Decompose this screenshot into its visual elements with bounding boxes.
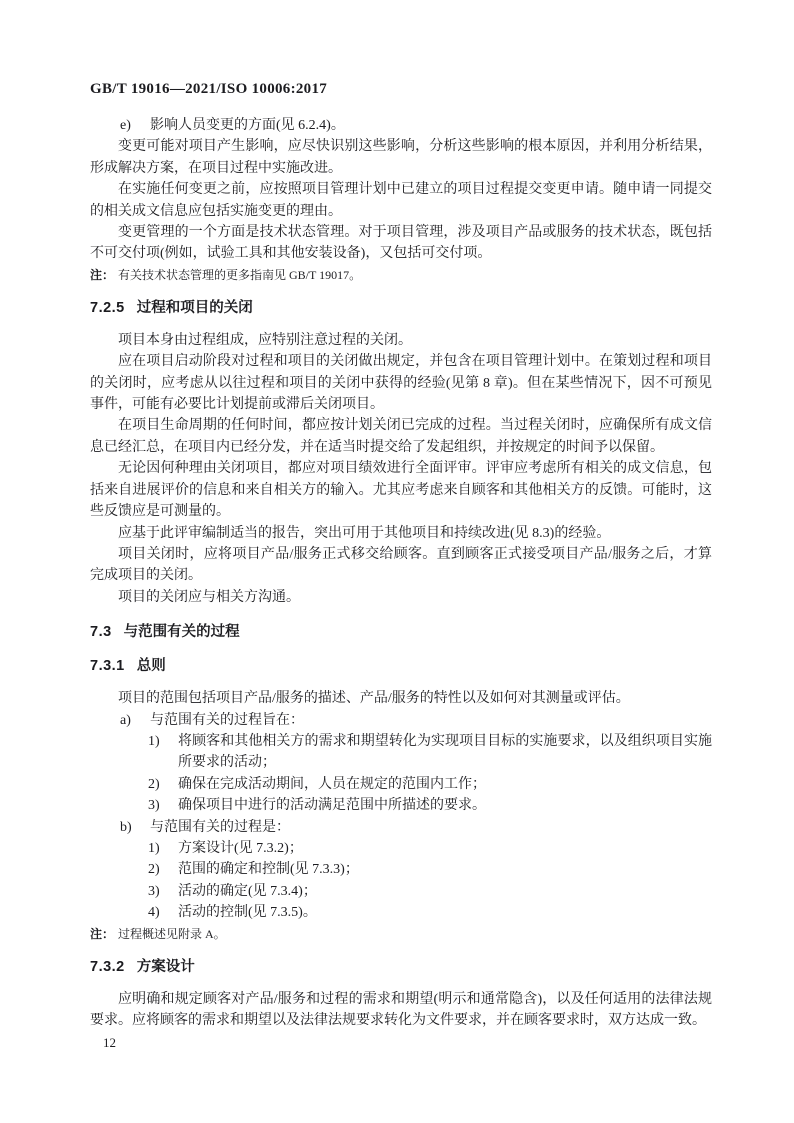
list-item-a xyxy=(90,710,712,731)
standard-code-header: GB/T 19016—2021/ISO 10006:2017 xyxy=(90,81,328,97)
list-item-b1 xyxy=(90,838,712,859)
paragraph: 项目关闭时，应将项目产品/服务正式移交给顾客。直到顾客正式接受项目产品/服务之后，才算完成项目的关闭。 xyxy=(90,546,712,584)
list-item-label: 4) xyxy=(148,905,160,921)
list-item-label: b) xyxy=(120,819,132,835)
list-item-b4 xyxy=(90,902,712,923)
list-item-text: 将顾客和其他相关方的需求和期望转化为实现项目目标的实施要求，以及组织项目实施所要求的活动； xyxy=(178,733,712,771)
section-heading-725 xyxy=(90,298,712,318)
section-heading-73 xyxy=(90,622,712,642)
paragraph: 变更可能对项目产生影响，应尽快识别这些影响，分析这些影响的根本原因，并利用分析结果，形成解决方案，在项目过程中实施改进。 xyxy=(90,139,712,176)
section-number: 7.3.1 xyxy=(90,658,125,675)
paragraph: 项目的范围包括项目产品/服务的描述、产品/服务的特性以及如何对其测量或评估。 xyxy=(118,691,630,707)
list-item-label: 3) xyxy=(148,883,160,899)
paragraph: 在项目生命周期的任何时间，都应按计划关闭已完成的过程。当过程关闭时，应确保所有成文信息已经汇总，在项目内已经分发，并在适当时提交给了发起组织，并按规定的时间予以保留。 xyxy=(90,418,712,455)
list-item-a1 xyxy=(90,731,712,774)
paragraph: 应明确和规定顾客对产品/服务和过程的需求和期望(明示和通常隐含)，以及任何适用的法律法规要求。应将顾客的需求和期望以及法律法规要求转化为文件要求，并在顾客要求时，双方达成一致。 xyxy=(90,991,712,1028)
section-number: 7.2.5 xyxy=(90,299,125,316)
note-label: 注： xyxy=(90,926,115,941)
paragraph: 无论因何种理由关闭项目，都应对项目绩效进行全面评审。评审应考虑所有相关的成文信息，包括来自进展评价的信息和来自相关方的输入。尤其应考虑来自顾客和其他相关方的反馈。可能时，这些反馈应是可测量的。 xyxy=(90,461,712,520)
section-number: 7.3.2 xyxy=(90,958,125,975)
list-item-label: e) xyxy=(120,118,131,133)
section-heading-731 xyxy=(90,656,712,676)
paragraph: 应在项目启动阶段对过程和项目的关闭做出规定，并包含在项目管理计划中。在策划过程和项目的关闭时，应考虑从以往过程和项目的关闭中获得的经验(见第 8 章)。但在某些情况下，因不可预见事件，可能有必要比计划提前或滞后关闭项目。 xyxy=(90,354,712,413)
list-item-text: 方案设计(见 7.3.2)； xyxy=(178,840,303,856)
note xyxy=(90,267,712,284)
list-item-b xyxy=(90,817,712,838)
paragraph: 项目的关闭应与相关方沟通。 xyxy=(118,589,300,605)
list-item-label: a) xyxy=(120,712,131,728)
list-item-e xyxy=(90,115,712,136)
paragraph: 变更管理的一个方面是技术状态管理。对于项目管理，涉及项目产品或服务的技术状态，既包括不可交付项(例如，试验工具和其他安装设备)，又包括可交付项。 xyxy=(90,225,712,262)
list-item-b2 xyxy=(90,859,712,880)
note-text: 有关技术状态管理的更多指南见 GB/T 19017。 xyxy=(118,267,362,282)
section-title: 与范围有关的过程 xyxy=(123,624,240,641)
section-title: 方案设计 xyxy=(136,958,195,975)
paragraph: 项目本身由过程组成，应特别注意过程的关闭。 xyxy=(118,332,412,348)
list-item-text: 与范围有关的过程是： xyxy=(150,819,290,835)
note-text: 过程概述见附录 A。 xyxy=(118,926,226,941)
list-item-label: 2) xyxy=(148,862,160,878)
list-item-label: 1) xyxy=(148,733,160,749)
list-item-a2 xyxy=(90,774,712,795)
list-item-b3 xyxy=(90,881,712,902)
list-item-text: 确保项目中进行的活动满足范围中所描述的要求。 xyxy=(178,798,486,814)
section-title: 总则 xyxy=(136,658,166,675)
list-item-text: 影响人员变更的方面(见 6.2.4)。 xyxy=(150,118,345,133)
list-item-text: 与范围有关的过程旨在： xyxy=(150,712,304,728)
list-item-label: 3) xyxy=(148,798,160,814)
page-content xyxy=(90,80,712,1052)
note xyxy=(90,926,712,943)
section-title: 过程和项目的关闭 xyxy=(136,299,253,316)
list-item-label: 2) xyxy=(148,776,160,792)
list-item-text: 活动的确定(见 7.3.4)； xyxy=(178,883,317,899)
note-label: 注： xyxy=(90,267,115,282)
list-item-a3 xyxy=(90,795,712,816)
list-item-text: 确保在完成活动期间，人员在规定的范围内工作； xyxy=(178,776,486,792)
paragraph: 在实施任何变更之前，应按照项目管理计划中已建立的项目过程提交变更申请。随申请一同提交的相关成文信息应包括实施变更的理由。 xyxy=(90,182,712,219)
section-heading-732 xyxy=(90,957,712,977)
list-item-text: 范围的确定和控制(见 7.3.3)； xyxy=(178,862,359,878)
section-number: 7.3 xyxy=(90,624,112,641)
list-item-label: 1) xyxy=(148,840,160,856)
list-item-text: 活动的控制(见 7.3.5)。 xyxy=(178,905,317,921)
paragraph: 应基于此评审编制适当的报告，突出可用于其他项目和持续改进(见 8.3)的经验。 xyxy=(118,525,611,541)
page-number: 12 xyxy=(103,1035,116,1051)
